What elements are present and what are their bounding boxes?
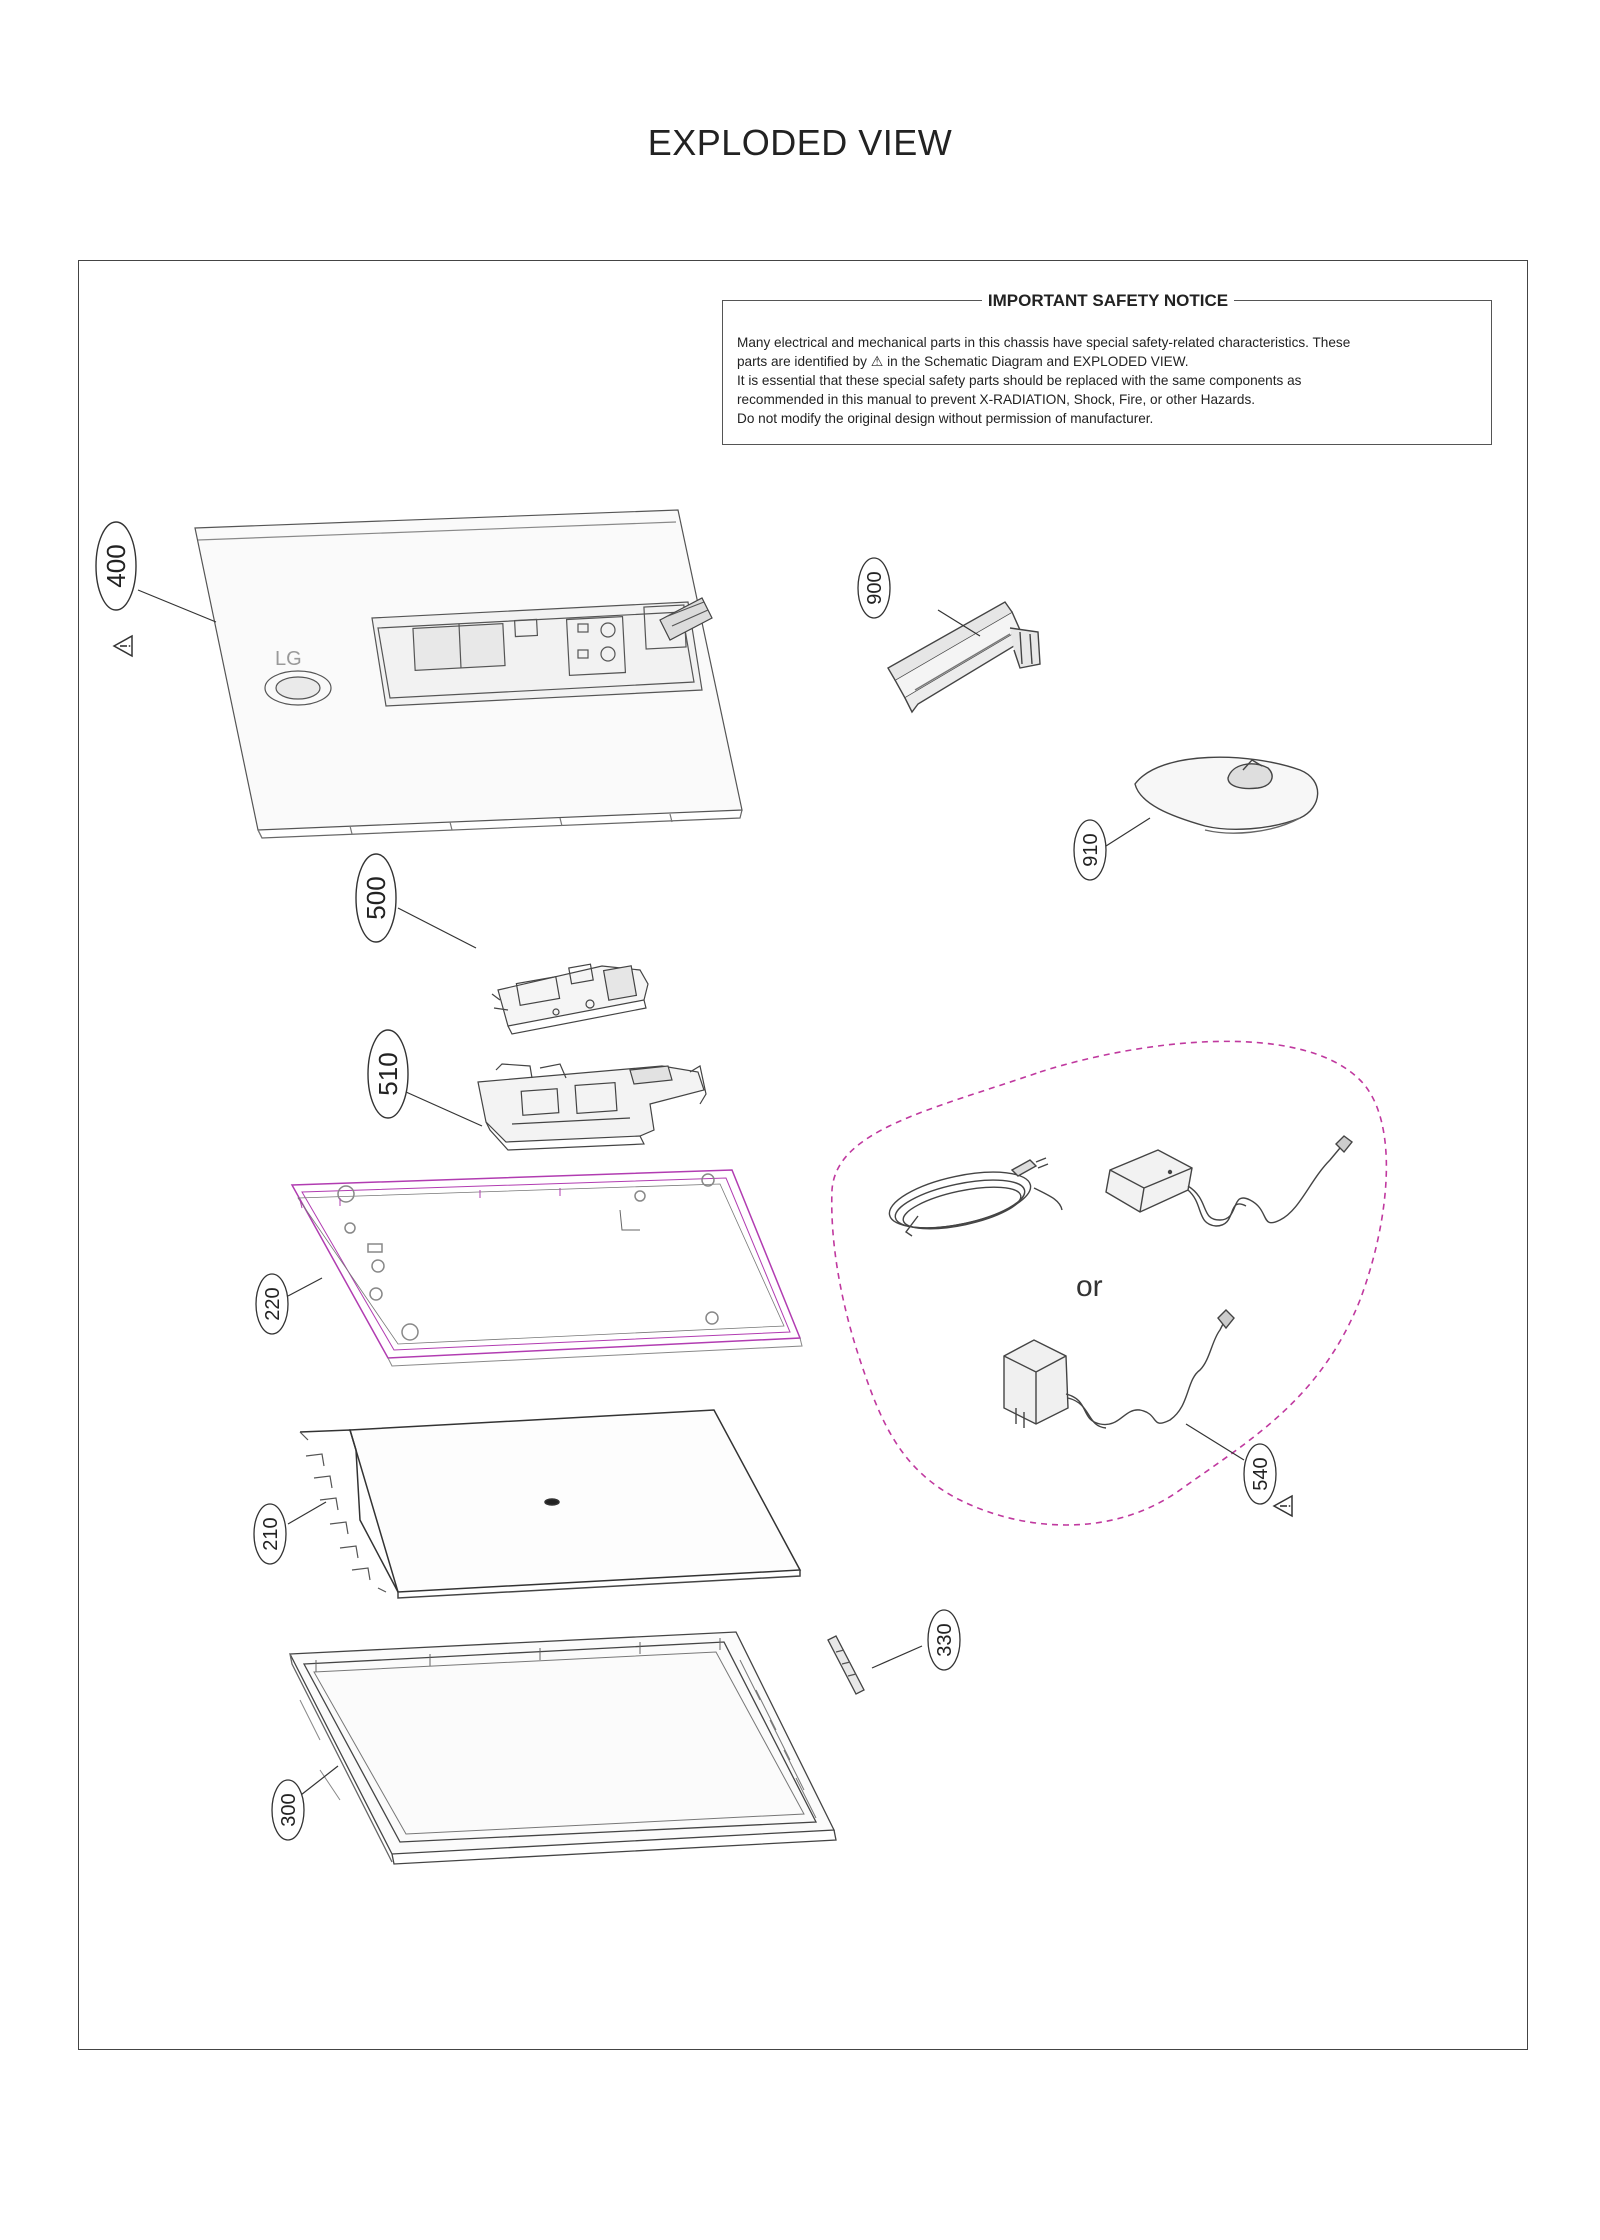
- callout-510: [368, 1030, 408, 1118]
- notice-line-2: parts are identified by ⚠ in the Schematic Diagram and EXPLODED VIEW.: [737, 353, 1189, 369]
- warning-triangle-icon: [1274, 1496, 1292, 1516]
- safety-notice-heading: IMPORTANT SAFETY NOTICE: [982, 291, 1234, 310]
- page-title: EXPLODED VIEW: [647, 122, 953, 163]
- callout-540: [1244, 1444, 1276, 1504]
- part-910-stand-base: [1135, 757, 1318, 833]
- callout-400: [96, 522, 136, 610]
- notice-line-5: Do not modify the original design without permission of manufacturer.: [737, 411, 1154, 426]
- notice-line-4: recommended in this manual to prevent X-RADIATION, Shock, Fire, or other Hazards.: [737, 392, 1256, 407]
- notice-line-1: Many electrical and mechanical parts in this chassis have special safety-related characteristics. These: [737, 335, 1351, 350]
- callout-220: [256, 1274, 288, 1334]
- or-label: or: [1076, 1270, 1103, 1303]
- part-500-main-board: [492, 964, 648, 1034]
- part-210-panel: [300, 1410, 800, 1598]
- warning-triangle-icon: [114, 636, 132, 656]
- callout-label-220: 220: [262, 1287, 284, 1321]
- part-510-shield-bracket: [478, 1064, 706, 1150]
- part-300-front-bezel: [290, 1632, 836, 1864]
- notice-line-3: It is essential that these special safety parts should be replaced with the same components as: [737, 373, 1302, 388]
- power-cord: [885, 1158, 1062, 1238]
- callout-label-510: 510: [373, 1052, 403, 1096]
- part-900-stand-neck: [888, 602, 1040, 712]
- callout-label-330: 330: [934, 1623, 956, 1657]
- callout-label-500: 500: [361, 876, 391, 920]
- callout-label-300: 300: [278, 1793, 300, 1827]
- part-400-back-cover: [195, 510, 742, 838]
- part-540-power-group: [832, 1041, 1387, 1525]
- callout-330: [928, 1610, 960, 1670]
- callout-label-400: 400: [101, 544, 131, 588]
- callout-210: [254, 1504, 286, 1564]
- wall-adapter: [1004, 1310, 1234, 1428]
- power-adapter-brick: [1106, 1136, 1352, 1226]
- callout-label-210: 210: [260, 1517, 282, 1551]
- callout-500: [356, 854, 396, 942]
- callout-label-900: 900: [864, 571, 886, 605]
- part-330-button-board: [828, 1636, 864, 1694]
- warning-triangle-icon: ⚠: [870, 353, 884, 369]
- callout-300: [272, 1780, 304, 1840]
- svg-text:LG: LG: [275, 648, 302, 670]
- callout-910: [1074, 820, 1106, 880]
- callout-900: [858, 558, 890, 618]
- callout-label-910: 910: [1080, 833, 1102, 867]
- callout-label-540: 540: [1250, 1457, 1272, 1491]
- part-220-middle-frame: [292, 1170, 802, 1366]
